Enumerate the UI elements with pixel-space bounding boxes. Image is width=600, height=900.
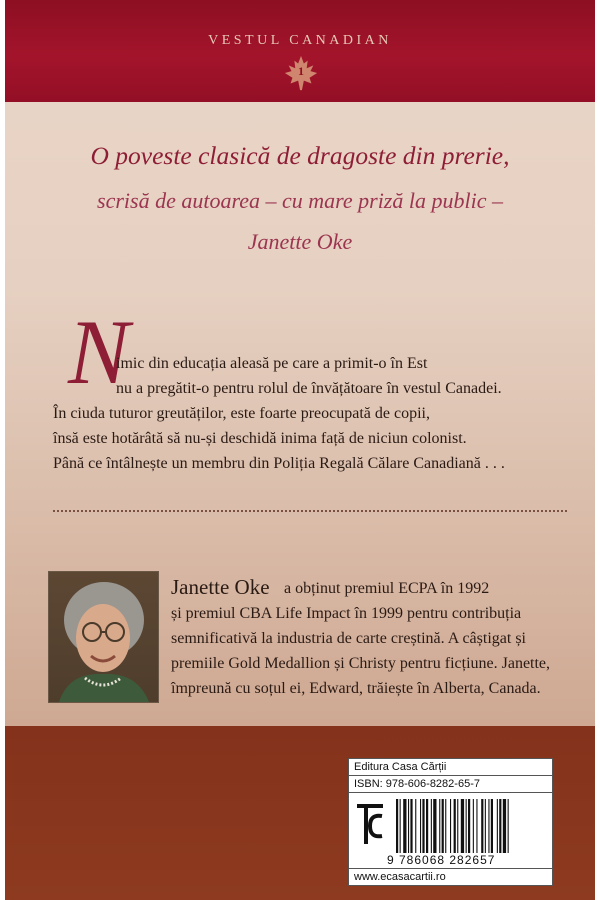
blurb-line: nu a pregătit-o pentru rolul de învățătoare în vestul Canadei. <box>116 380 502 397</box>
drop-cap: N <box>68 301 130 403</box>
barcode-icon <box>394 799 544 853</box>
blurb-line: imic din educația aleasă pe care a primit-o în Est <box>116 355 428 372</box>
author-portrait-icon <box>49 572 158 702</box>
blurb-line: Până ce întâlnește un membru din Poliția Regală Călare Canadiană . . . <box>53 455 505 472</box>
author-photo <box>48 571 159 703</box>
tagline-line-2: scrisă de autoarea – cu mare priză la public – <box>97 188 503 213</box>
series-title: VESTUL CANADIAN <box>208 33 392 48</box>
header-band <box>5 0 595 102</box>
bio-line: semnificativă la industria de carte creștină. A câștigat și <box>171 630 526 647</box>
bio-line: a obținut premiul ECPA în 1992 <box>284 580 490 597</box>
tagline-line-1: O poveste clasică de dragoste din prerie, <box>90 141 510 170</box>
barcode-box <box>348 758 553 886</box>
dotted-divider <box>53 510 567 512</box>
volume-number: 1 <box>298 64 304 78</box>
blurb-line: însă este hotărâtă să nu-și deschidă inima față de niciun colonist. <box>53 430 467 447</box>
publisher-logo-icon <box>356 802 384 848</box>
bio-line: împreună cu soțul ei, Edward, trăiește în Alberta, Canada. <box>171 680 541 697</box>
publisher-name: Editura Casa Cărții <box>349 759 552 776</box>
author-name: Janette Oke <box>171 575 270 599</box>
publisher-url: www.ecasacartii.ro <box>349 868 552 885</box>
tagline-line-3: Janette Oke <box>247 229 353 254</box>
bio-line: premiile Gold Medallion și Christy pentru ficțiune. Janette, <box>171 655 551 672</box>
book-back-cover <box>5 0 595 900</box>
isbn-text: ISBN: 978-606-8282-65-7 <box>349 776 552 793</box>
blurb-line: În ciuda tuturor greutăților, este foarte preocupată de copii, <box>53 405 430 422</box>
bio-line: și premiul CBA Life Impact în 1999 pentru contribuția <box>171 605 522 622</box>
barcode-digits: 9 786068 282657 <box>387 853 496 867</box>
